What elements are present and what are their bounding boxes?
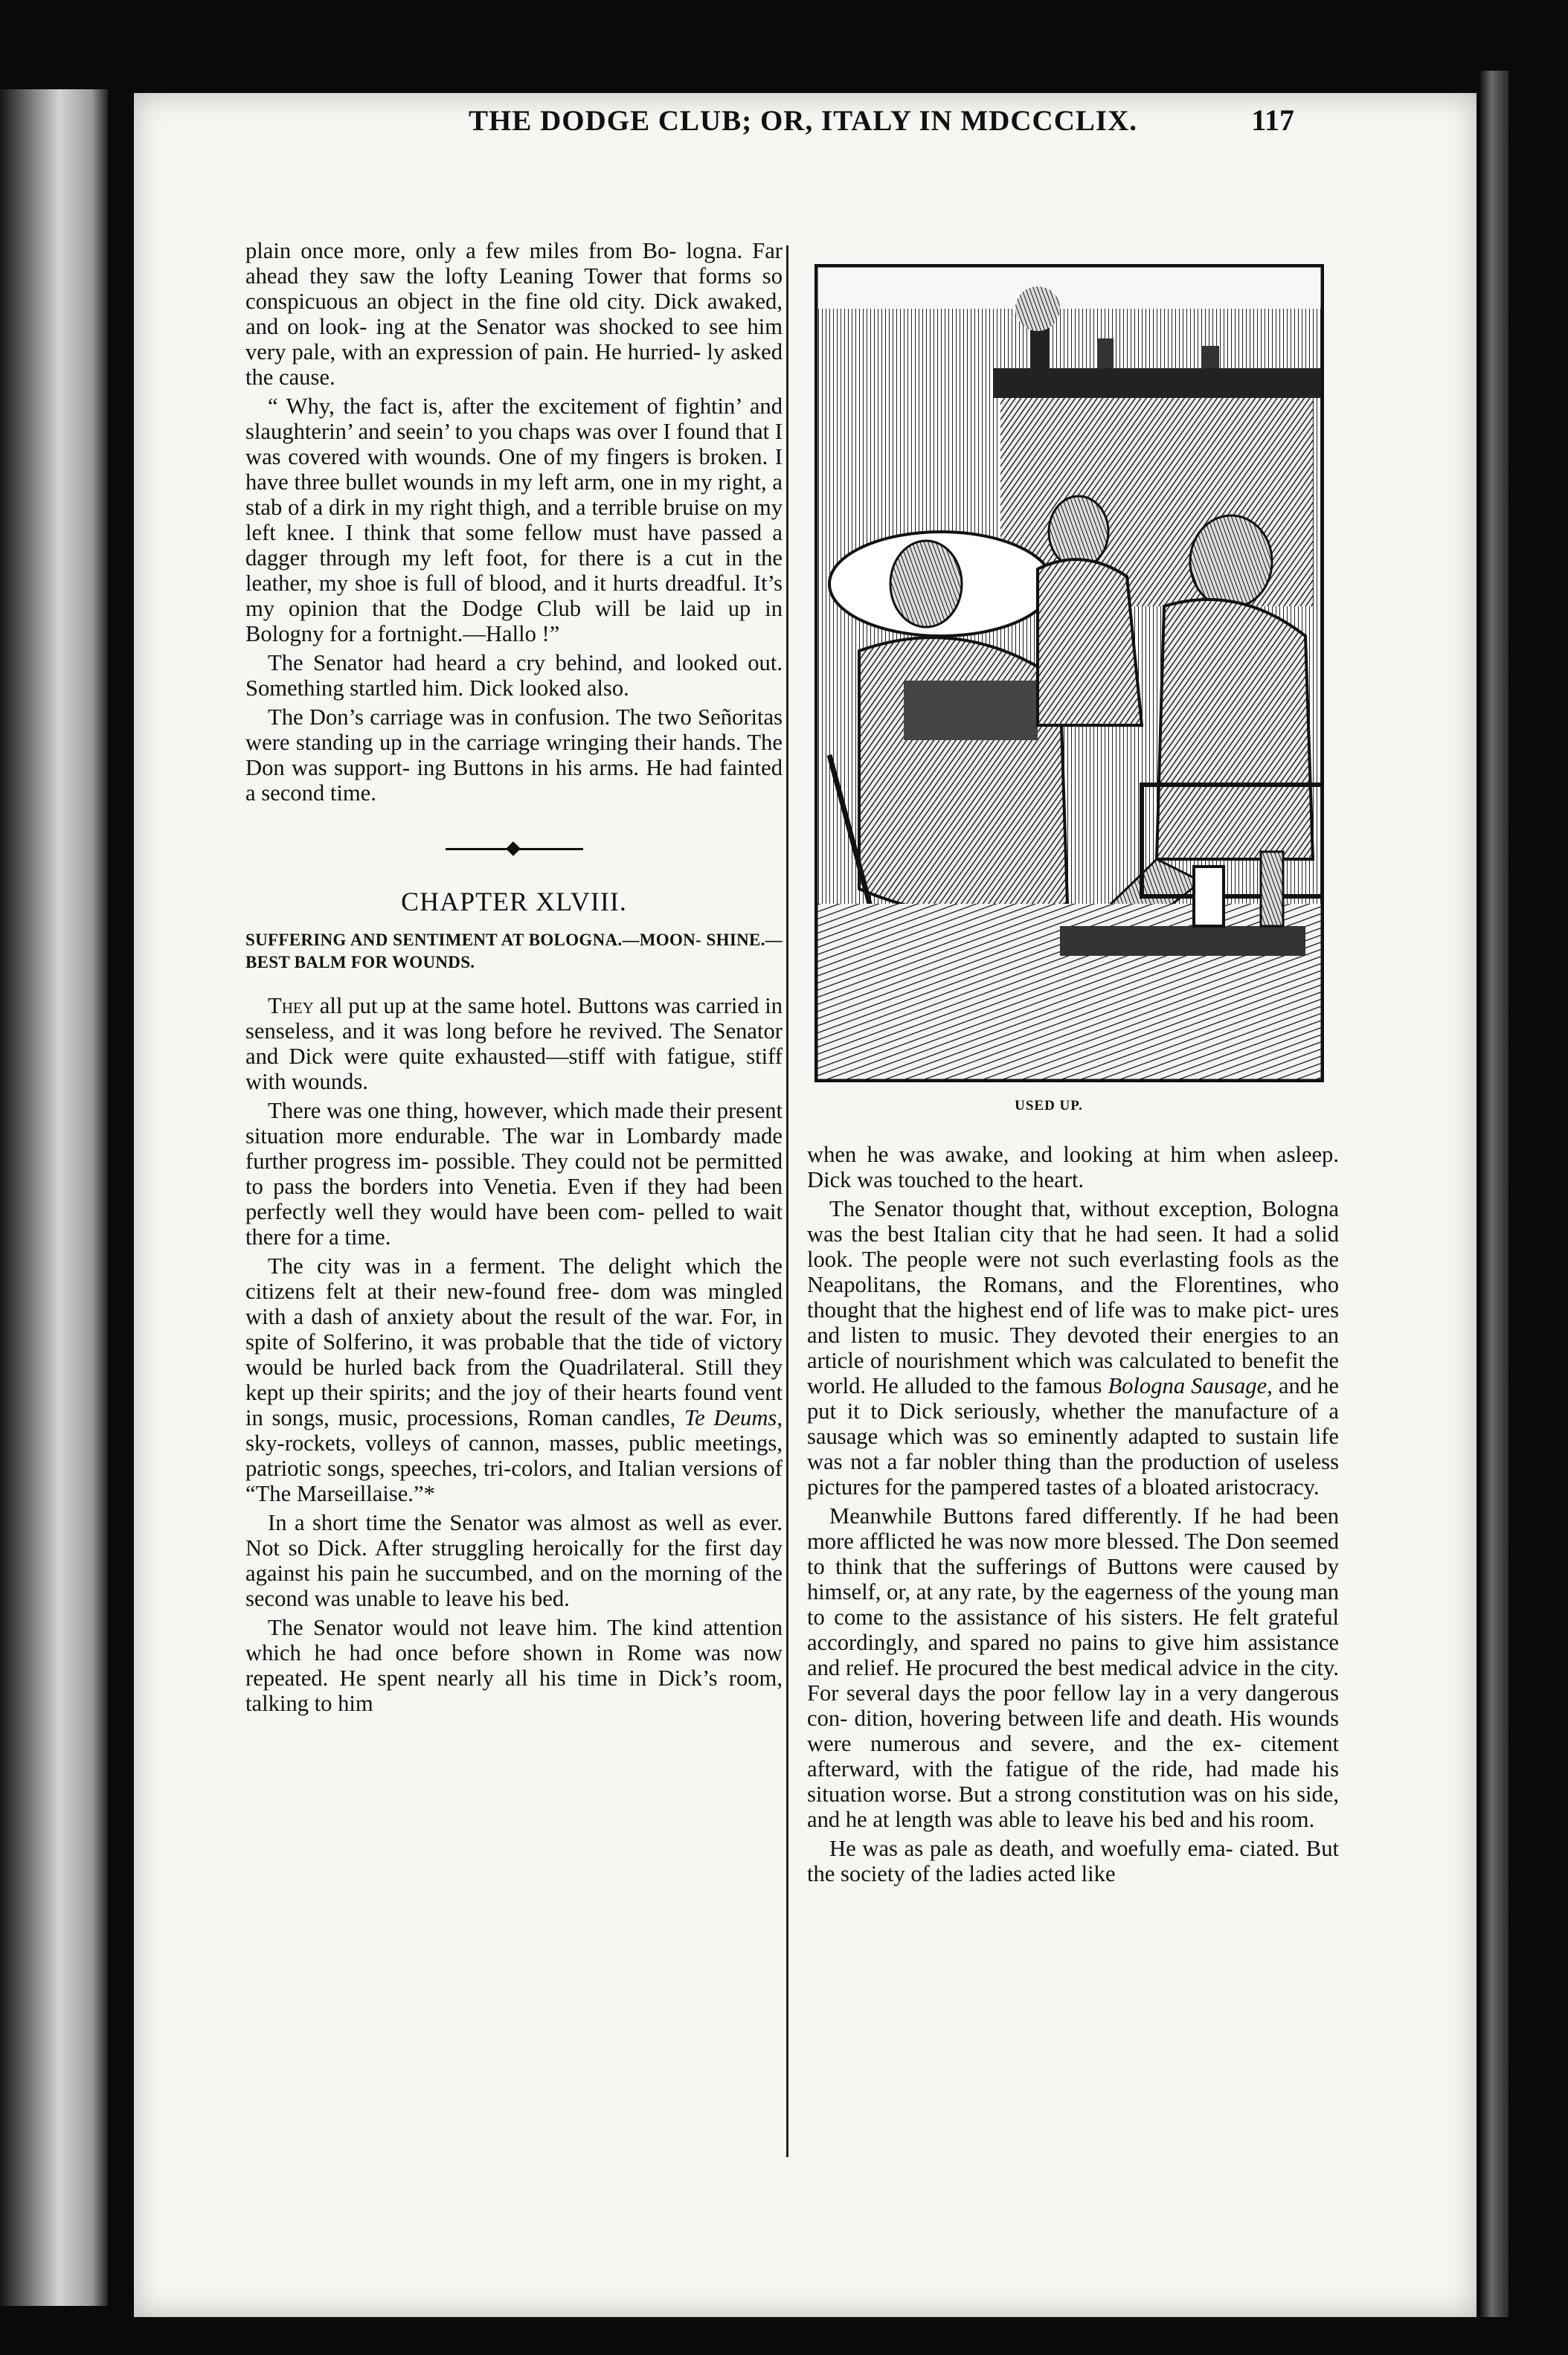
right-column	[807, 1142, 1339, 1890]
illustration-caption: USED UP.	[1015, 1098, 1083, 1114]
section-ornament	[446, 843, 583, 855]
paragraph: He was as pale as death, and woefully ema- ciated. But the society of the ladies acted like	[807, 1836, 1339, 1886]
paragraph: The Don’s carriage was in confusion. The two Señoritas were standing up in the carriage wringing their hands. The Don was support- ing Buttons in his arms. He had fainted a second time.	[245, 704, 783, 806]
italic-text: Bologna Sausage	[1108, 1373, 1267, 1398]
italic-text: Te Deums	[684, 1405, 777, 1430]
chapter-title: CHAPTER XLVIII.	[401, 887, 627, 916]
paragraph-text: The city was in a ferment. The delight which the citizens felt at their new-found free- dom was mingled with a dash of anxiety about the result of the war. For, in spite of Solferino, it was probable that the tide of victory would be hurled back from the Quadrilateral. Still they kept up their spirits; and the joy of their hearts found vent in songs, music, processions, Roman candles,	[245, 1253, 783, 1430]
paragraph-text: , sky-rockets, volleys of cannon, masses, public meetings, patriotic songs, speeches, tri-colors, and Italian versions of “The Marseillaise.”*	[245, 1405, 783, 1506]
left-page-edge	[0, 89, 108, 2306]
paragraph: when he was awake, and looking at him when asleep. Dick was touched to the heart.	[807, 1142, 1339, 1192]
chapter-subtitle: SUFFERING AND SENTIMENT AT BOLOGNA.—MOON- SHINE.—BEST BALM FOR WOUNDS.	[245, 931, 783, 971]
paragraph	[807, 1196, 1339, 1500]
right-page-edge	[1480, 71, 1508, 2317]
paragraph-text: all put up at the same hotel. Buttons was carried in senseless, and it was long before he revived. The Senator and Dick were quite exhausted—stiff with fatigue, stiff with wounds.	[245, 993, 783, 1094]
paragraph: There was one thing, however, which made their present situation more endurable. The war in Lombardy made further progress im- possible. They could not be permitted to pass the borders into Venetia. Even if they had been perfectly well they would have been com- pelled to wait there for a time.	[245, 1098, 783, 1250]
paragraph-text: The Senator thought that, without exception, Bologna was the best Italian city that he had seen. It had a solid look. The people were not such everlasting fools as the Neapolitans, the Romans, and the Florentines, who thought that the highest end of life was to make pict- ures and listen to music. They devoted their energies to an article of nourishment which was calculated to benefit the world. He alluded to the famous	[807, 1196, 1339, 1398]
paragraph: Meanwhile Buttons fared differently. If he had been more afflicted he was now more blessed. The Don seemed to think that the sufferings of Buttons were caused by himself, or, at any rate, by the eagerness of the young man to come to the assistance of his sisters. He felt grateful accordingly, and spared no pains to give him assistance and relief. He procured the best medical advice in the city. For several days the poor fellow lay in a very dangerous con- dition, hovering between life and death. His wounds were numerous and severe, and the ex- citement afterward, with the fatigue of the ride, had made his situation worse. But a strong constitution was on his side, and he at length was able to leave his bed and his room.	[807, 1503, 1339, 1832]
paragraph	[245, 993, 783, 1094]
paragraph: The Senator would not leave him. The kind attention which he had once before shown in Rome was now repeated. He spent nearly all his time in Dick’s room, talking to him	[245, 1615, 783, 1716]
page-number: 117	[1251, 103, 1294, 137]
running-title: THE DODGE CLUB; OR, ITALY IN MDCCCLIX.	[469, 105, 1137, 137]
paragraph: In a short time the Senator was almost as well as ever. Not so Dick. After struggling heroically for the first day against his pain he succumbed, and on the morning of the second was unable to leave his bed.	[245, 1510, 783, 1611]
paragraph: “ Why, the fact is, after the excitement of fightin’ and slaughterin’ and seein’ to you chaps was over I found that I was covered with wounds. One of my fingers is broken. I have three bullet wounds in my left arm, one in my right, a stab of a dirk in my right thigh, and a terrible bruise on my left knee. I think that some fellow must have passed a dagger through my left foot, for there is a cut in the leather, my shoe is full of blood, and it hurts dreadful. It’s my opinion that the Dodge Club will be laid up in Bologny for a fortnight.—Hallo !”	[245, 393, 783, 646]
paragraph	[245, 1253, 783, 1506]
paragraph-text: , and he put it to Dick seriously, whether the manufacture of a sausage which was so eminently adapted to sustain life was not a far nobler thing than the production of useless pictures for the pampered tastes of a bloated aristocracy.	[807, 1373, 1340, 1500]
engraving-illustration	[814, 264, 1324, 1082]
paragraph: plain once more, only a few miles from Bo- logna. Far ahead they saw the lofty Leaning Tower that forms so conspicuous an object in the fine old city. Dick awaked, and on look- ing at the Senator was shocked to see him very pale, with an expression of pain. He hurried- ly asked the cause.	[245, 238, 783, 390]
column-divider	[786, 245, 788, 2157]
left-column	[245, 238, 783, 1720]
paragraph: The Senator had heard a cry behind, and looked out. Something startled him. Dick looked also.	[245, 650, 783, 701]
drop-word: They	[268, 993, 314, 1018]
running-header	[134, 103, 1294, 138]
